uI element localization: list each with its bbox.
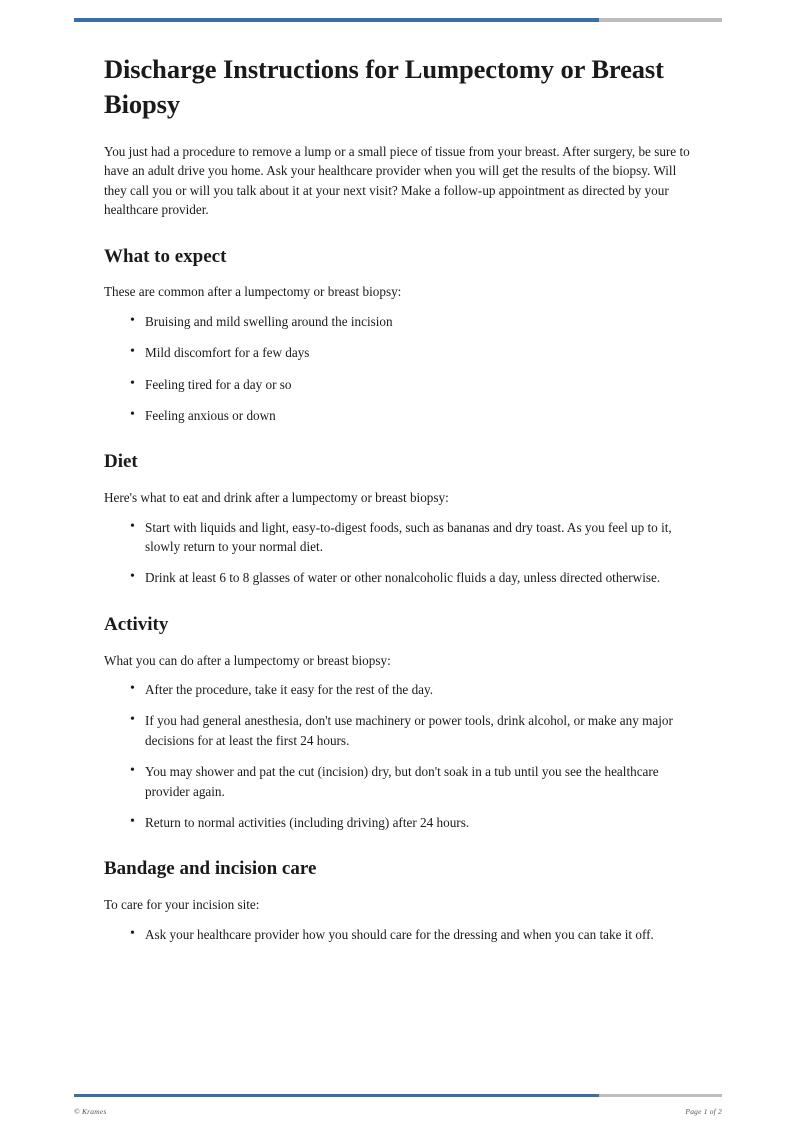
footer-rule-accent-segment bbox=[74, 1094, 599, 1097]
bullet-list-what-to-expect bbox=[104, 312, 700, 426]
page-number: Page 1 of 2 bbox=[685, 1107, 722, 1116]
list-item: • Drink at least 6 to 8 glasses of water or other nonalcoholic fluids a day, unless directed otherwise. bbox=[104, 568, 700, 587]
list-item: • You may shower and pat the cut (incision) dry, but don't soak in a tub until you see the healthcare provider again. bbox=[104, 762, 700, 801]
section-heading-what-to-expect: What to expect bbox=[104, 245, 227, 267]
section-heading-diet: Diet bbox=[104, 451, 138, 473]
list-item: • Return to normal activities (including driving) after 24 hours. bbox=[104, 813, 700, 832]
list-item: • Feeling anxious or down bbox=[104, 406, 700, 425]
list-item: • Bruising and mild swelling around the incision bbox=[104, 312, 700, 331]
bullet-list-diet bbox=[104, 518, 700, 588]
list-item: • Mild discomfort for a few days bbox=[104, 343, 700, 362]
header-rule-grey-segment bbox=[599, 18, 722, 22]
section-lead-diet: Here's what to eat and drink after a lumpectomy or breast biopsy: bbox=[104, 490, 449, 506]
page-title: Discharge Instructions for Lumpectomy or Breast Biopsy bbox=[104, 54, 664, 119]
header-rule-accent-segment bbox=[74, 18, 599, 22]
footer-rule bbox=[74, 1094, 722, 1097]
list-item: • Ask your healthcare provider how you should care for the dressing and when you can take it off. bbox=[104, 925, 700, 944]
section-heading-activity: Activity bbox=[104, 613, 169, 635]
list-item: • If you had general anesthesia, don't use machinery or power tools, drink alcohol, or make any major decisions for at least the first 24 hours. bbox=[104, 711, 700, 750]
footer-rule-grey-segment bbox=[599, 1094, 722, 1097]
document-content bbox=[104, 52, 700, 956]
header-rule bbox=[74, 18, 722, 22]
copyright-text: © Krames bbox=[74, 1107, 107, 1116]
bullet-list-activity bbox=[104, 680, 700, 832]
section-lead-bandage-and-incision-care: To care for your incision site: bbox=[104, 897, 260, 913]
page-footer bbox=[74, 1107, 722, 1116]
list-item: • Feeling tired for a day or so bbox=[104, 375, 700, 394]
bullet-list-bandage-and-incision-care bbox=[104, 925, 700, 944]
section-lead-what-to-expect: These are common after a lumpectomy or breast biopsy: bbox=[104, 284, 402, 300]
list-item: • Start with liquids and light, easy-to-digest foods, such as bananas and dry toast. As you feel up to it, slowly return to your normal diet. bbox=[104, 518, 700, 557]
intro-paragraph: You just had a procedure to remove a lump or a small piece of tissue from your breast. After surgery, be sure to have an adult drive you home. Ask your healthcare provider when you will get the results of the biopsy. Will they call you or will you talk about it at your next visit? Make a follow-up appointment as directed by your healthcare provider. bbox=[104, 143, 690, 218]
section-lead-activity: What you can do after a lumpectomy or breast biopsy: bbox=[104, 652, 391, 668]
section-heading-bandage-and-incision-care: Bandage and incision care bbox=[104, 858, 317, 880]
list-item: • After the procedure, take it easy for the rest of the day. bbox=[104, 680, 700, 699]
